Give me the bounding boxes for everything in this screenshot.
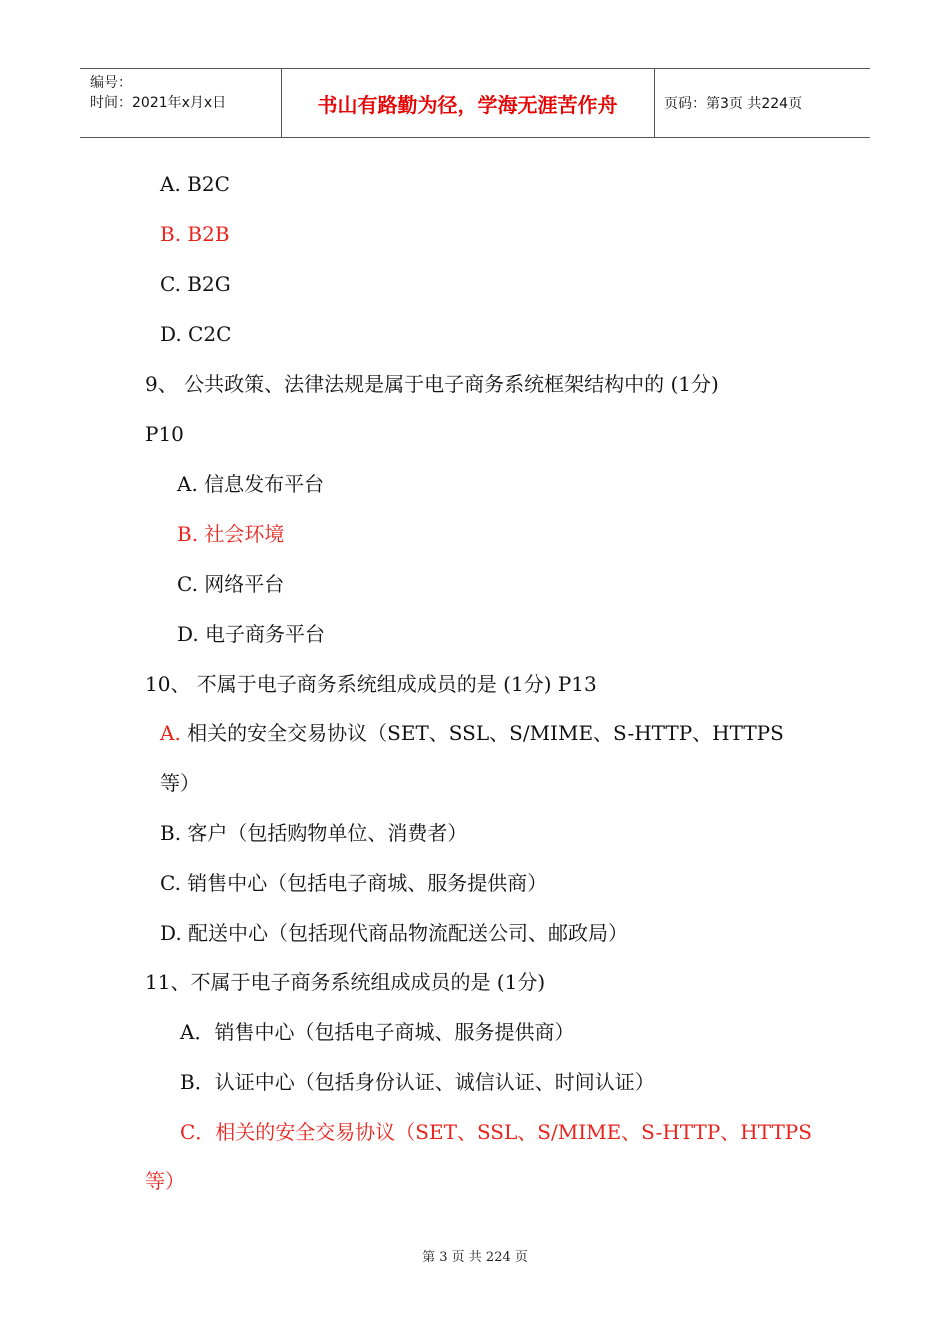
answer-prefix: A.	[160, 721, 181, 745]
option-line: D. 电子商务平台	[177, 622, 326, 646]
question-line: 9、 公共政策、法律法规是属于电子商务系统框架结构中的 (1分)	[145, 372, 719, 396]
option-line: D. 配送中心（包括现代商品物流配送公司、邮政局）	[160, 921, 629, 945]
option-line: A．销售中心（包括电子商城、服务提供商）	[180, 1020, 575, 1044]
option-line-answer: C．相关的安全交易协议（SET、SSL、S/MIME、S-HTTP、HTTPS	[180, 1120, 812, 1144]
header-divider	[654, 69, 655, 137]
question-line: P10	[145, 422, 184, 446]
page-footer: 第 3 页 共 224 页	[422, 1250, 528, 1265]
header-page-info: 页码：第3页 共224页	[664, 96, 803, 112]
option-line: C. 网络平台	[177, 572, 285, 596]
document-header	[80, 68, 870, 138]
date-label: 时间：2021年x月x日	[90, 95, 227, 111]
header-motto: 书山有路勤为径，学海无涯苦作舟	[317, 92, 618, 117]
option-line-answer: B. 社会环境	[177, 522, 285, 546]
header-left	[90, 73, 226, 113]
option-text: 相关的安全交易协议（SET、SSL、S/MIME、S-HTTP、HTTPS	[180, 721, 784, 745]
option-line: C. 销售中心（包括电子商城、服务提供商）	[160, 871, 548, 895]
option-line-answer: B. B2B	[160, 222, 230, 246]
option-line: D. C2C	[160, 322, 232, 346]
option-line	[160, 720, 784, 746]
option-line: C. B2G	[160, 272, 231, 296]
option-line: B. 客户（包括购物单位、消费者）	[160, 821, 468, 845]
question-line: 10、 不属于电子商务系统组成成员的是 (1分) P13	[145, 672, 597, 696]
code-label: 编号：	[90, 75, 132, 91]
option-line-answer: 等）	[145, 1169, 185, 1193]
option-line: A. B2C	[160, 172, 230, 196]
option-line: B．认证中心（包括身份认证、诚信认证、时间认证）	[180, 1070, 655, 1094]
question-line: 11、不属于电子商务系统组成成员的是 (1分)	[145, 970, 546, 994]
option-line: 等）	[160, 771, 200, 795]
option-line: A. 信息发布平台	[177, 472, 325, 496]
